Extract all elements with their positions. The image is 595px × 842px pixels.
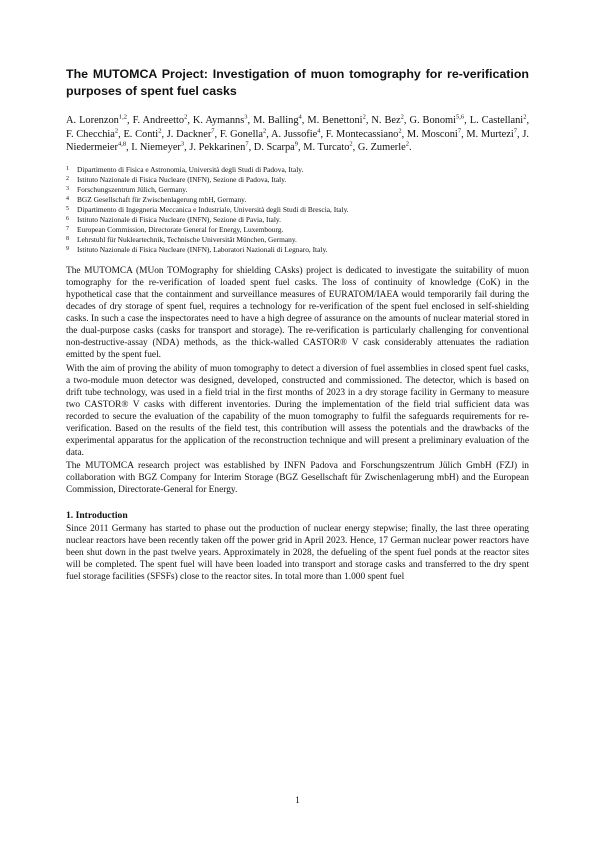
author xyxy=(131,142,184,153)
author-name: G. Bonomi xyxy=(409,115,457,126)
author-affiliation-marker: 2 xyxy=(405,140,410,148)
author-name: M. Mosconi xyxy=(406,128,458,140)
author-name: J. Niedermeier xyxy=(66,128,529,154)
affiliation-number: 6 xyxy=(66,215,69,222)
affiliation-number: 2 xyxy=(66,175,69,182)
author-name: N. Bez xyxy=(371,115,401,126)
author-name: I. Niemeyer xyxy=(131,142,181,154)
affiliation-text: Dipartimento di Fisica e Astronomia, Università degli Studi di Padova, Italy. xyxy=(77,164,304,174)
author-affiliation-marker: 2 xyxy=(400,113,404,121)
author xyxy=(271,129,321,140)
author-list: A. Lorenzon$^{1,2}$, F. Andreetto$^2$, K. Aymanns$^3$, M. Balling$^4$, M. Benettoni$^2$, N. Bez$^2$, G. Bonomi$^{5,6}$, L. Castellani$^2$, F. Checchia$^2$, E. Conti$^2$, J. Dackner$^7$, F. Gonella$^2$, A. Jussofie$^4$, F. Montecassiano$^2$, M. Mosconi$^7$, M. Murtezi$^7$, J. Niedermeier$^{4,8}$, I. Niemeyer$^3$, J. Pekkarinen$^7$, D. Scarpa$^9$, M. Turcato$^2$, G. Zumerle$^2$. xyxy=(66,113,530,154)
abstract-paragraph: With the aim of proving the ability of muon tomography to detect a diversion of fuel assemblies in closed spent fuel casks, a two-module muon detector was designed, developed, constructed and commissioned. The detector, which is based on drift tube technology, was used in a field trial in the first months of 2023 in a dry storage facility in Germany to measure two CASTOR® V casks with different inventories. During the implementation of the field trial sufficient data was recorded to secure the evaluation of the capability of the muon tomography to fulfil the safeguards requirements for re-verification. Based on the results of the field test, this contribution will assess the potentials and the drawbacks of the experimental apparatus for the application of the reconstruction technique and will present a preliminary evaluation of the data. xyxy=(66,363,529,459)
author-affiliation-marker: 2 xyxy=(523,113,527,121)
author-name: E. Conti xyxy=(123,128,159,140)
section-body: Since 2011 Germany has started to phase out the production of nuclear energy stepwise; finally, the last three operating nuclear reactors have been recently taken off the power grid in April 2023. Hence, 17 German nuclear power reactors have been shut down in the past twelve years. Approximately in 2028, the defueling of the spent fuel ponds at the reactor sites will be completed. The spent fuel will have been loaded into transport and storage casks and transferred to the dry spent fuel storage facilities (SFSFs) close to the reactor sites. In total more than 1.000 spent fuel xyxy=(66,523,529,582)
author xyxy=(123,129,161,140)
author-name: M. Balling xyxy=(253,115,299,126)
affiliation-item xyxy=(66,235,529,245)
author-affiliation-marker: 9 xyxy=(294,140,299,148)
author xyxy=(189,142,248,153)
author-name: F. Checchia xyxy=(66,128,115,140)
affiliation-item xyxy=(66,225,529,235)
affiliation-number: 8 xyxy=(66,235,69,242)
author-name: M. Turcato xyxy=(303,142,350,154)
author-affiliation-marker: 5,6 xyxy=(456,113,465,121)
author-name: G. Zumerle xyxy=(357,142,406,154)
affiliation-item xyxy=(66,165,529,175)
affiliation-number: 4 xyxy=(66,195,69,202)
author xyxy=(303,142,352,153)
author xyxy=(466,129,517,140)
affiliation-item xyxy=(66,215,529,225)
affiliation-item xyxy=(66,185,529,195)
author xyxy=(307,115,365,126)
author-name: J. Pekkarinen xyxy=(189,142,246,154)
author xyxy=(220,129,266,140)
author xyxy=(254,142,298,153)
author xyxy=(66,129,118,140)
affiliation-text: Dipartimento di Ingegneria Meccanica e Industriale, Università degli Studi di Brescia, Italy. xyxy=(77,204,349,214)
affiliation-text: Istituto Nazionale di Fisica Nucleare (INFN), Sezione di Pavia, Italy. xyxy=(77,214,281,224)
author-name: M. Murtezi xyxy=(466,128,514,140)
author-name: K. Aymanns xyxy=(192,115,245,126)
author-name: F. Montecassiano xyxy=(325,128,399,140)
author-affiliation-marker: 1,2 xyxy=(118,113,128,121)
author-name: A. Jussofie xyxy=(270,128,318,140)
author-affiliation-marker: 4,8 xyxy=(117,140,127,148)
author-affiliation-marker: 2 xyxy=(114,127,119,135)
paper-title: The MUTOMCA Project: Investigation of muon tomography for re-verification purposes of spent fuel casks xyxy=(66,67,529,98)
author xyxy=(253,115,302,126)
author-affiliation-marker: 2 xyxy=(362,113,366,121)
affiliation-item xyxy=(66,175,529,185)
author-name: J. Dackner xyxy=(166,128,212,140)
author-affiliation-marker: 2 xyxy=(398,127,402,135)
author-name: M. Benettoni xyxy=(307,115,363,126)
author xyxy=(66,115,127,126)
author xyxy=(326,129,402,140)
author-name: F. Gonella xyxy=(219,128,263,140)
author-affiliation-marker: 4 xyxy=(298,113,302,121)
author-name: D. Scarpa xyxy=(253,142,295,154)
affiliation-text: Forschungszentrum Jülich, Germany. xyxy=(77,184,188,194)
author-name: L. Castellani xyxy=(469,115,524,126)
author-affiliation-marker: 3 xyxy=(244,113,248,121)
affiliation-text: European Commission, Directorate General for Energy, Luxembourg. xyxy=(77,224,284,234)
abstract-paragraph: The MUTOMCA (MUon TOMography for shielding CAsks) project is dedicated to investigate the suitability of muon tomography for the re-verification of loaded spent fuel casks. The loss of continuity of knowledge (CoK) in the hypothetical case that the containment and surveillance measures of EURATOM/IAEA would temporarily fail during the decades of dry storage of spent fuel, requires a technology for re-verification of the spent fuel enclosed in self-shielding casks. In such a case the inspectorates need to have a high degree of assurance on the amounts of nuclear material stored in the dual-purpose casks (casks for transport and storage). The re-verification is particularly challenging for conventional non-destructive-assay (NDA) methods, as the thick-walled CASTOR® V cask considerably attenuates the radiation emitted by the spent fuel. xyxy=(66,265,529,361)
author-affiliation-marker: 2 xyxy=(158,127,162,135)
paper-page xyxy=(66,66,529,583)
author-name: F. Andreetto xyxy=(132,115,185,126)
author xyxy=(133,115,188,126)
affiliation-number: 7 xyxy=(66,225,69,232)
author xyxy=(470,115,527,126)
affiliation-number: 5 xyxy=(66,205,69,212)
author-name: A. Lorenzon xyxy=(66,115,119,126)
page-number: 1 xyxy=(295,796,300,806)
section-heading: 1. Introduction xyxy=(66,509,128,521)
author xyxy=(371,115,403,126)
author-affiliation-marker: 7 xyxy=(211,127,215,135)
author xyxy=(167,129,215,140)
affiliation-text: Istituto Nazionale di Fisica Nucleare (INFN), Laboratori Nazionali di Legnaro, Italy. xyxy=(77,244,328,254)
affiliation-text: Lehrstuhl für Nukleartechnik, Technische Universität München, Germany. xyxy=(77,234,297,244)
affiliation-number: 3 xyxy=(66,185,69,192)
author-affiliation-marker: 7 xyxy=(457,127,462,135)
affiliation-list xyxy=(66,165,529,255)
abstract-paragraph: The MUTOMCA research project was established by INFN Padova and Forschungszentrum Jülich GmbH (FZJ) in collaboration with BGZ Company for Interim Storage (BGZ Gesellschaft für Zwischenlagerung mbH) and the European Commission, Directorate-General for Energy. xyxy=(66,461,529,496)
author-affiliation-marker: 4 xyxy=(317,127,321,135)
abstract xyxy=(66,265,529,497)
affiliation-item xyxy=(66,205,529,215)
author-affiliation-marker: 7 xyxy=(513,127,518,135)
affiliation-item xyxy=(66,245,529,255)
author xyxy=(407,129,461,140)
author-affiliation-marker: 2 xyxy=(184,113,188,121)
author-affiliation-marker: 2 xyxy=(262,127,267,135)
author xyxy=(409,115,464,126)
affiliation-number: 1 xyxy=(66,165,69,172)
author xyxy=(358,142,409,153)
author-affiliation-marker: 7 xyxy=(245,140,249,148)
author-affiliation-marker: 2 xyxy=(349,140,353,148)
affiliation-text: BGZ Gesellschaft für Zwischenlagerung mbH, Germany. xyxy=(77,194,247,204)
affiliation-text: Istituto Nazionale di Fisica Nucleare (INFN), Sezione di Padova, Italy. xyxy=(77,174,287,184)
author xyxy=(193,115,248,126)
author-affiliation-marker: 3 xyxy=(180,140,185,148)
affiliation-number: 9 xyxy=(66,245,69,252)
affiliation-item xyxy=(66,195,529,205)
